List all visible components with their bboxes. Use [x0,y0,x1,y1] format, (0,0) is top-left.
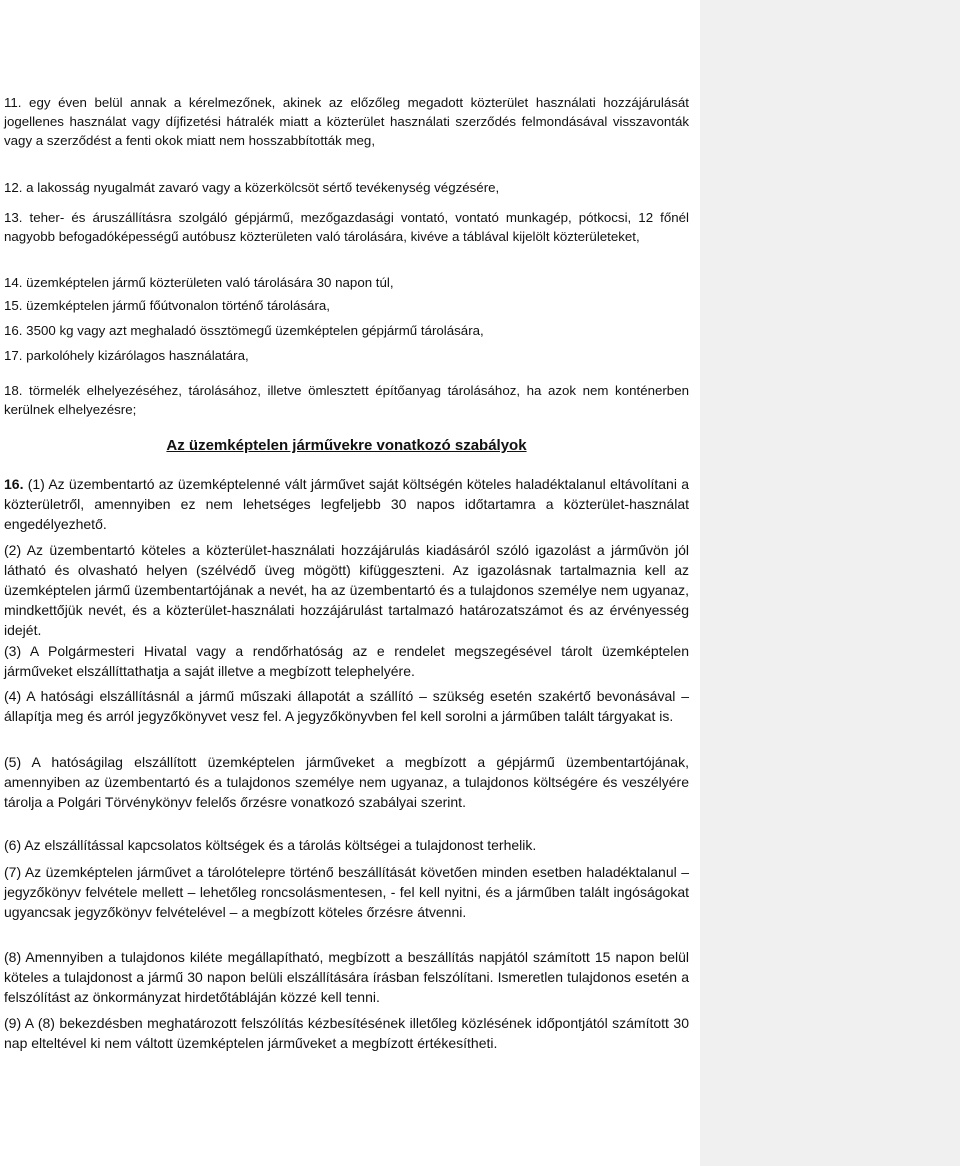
section-number: 16. [4,476,24,492]
paragraph-9: (9) A (8) bekezdésben meghatározott felszólítás kézbesítésének illetőleg közlésének időpontjától számított 30 nap elteltével ki nem váltott üzemképtelen járműveket a megbízott értékesítheti. [4,1015,689,1051]
list-item-18: 18. törmelék elhelyezéséhez, tárolásához, illetve ömlesztett építőanyag tárolásához, ha azok nem konténerben kerülnek elhelyezésre; [4,383,689,417]
paragraph-4: (4) A hatósági elszállításnál a jármű műszaki állapotát a szállító – szükség esetén szakértő bevonásával – állapítja meg és arról jegyzőkönyvet vesz fel. A jegyzőkönyvben fel kell sorolni a járműben talált tárgyakat is. [4,688,689,724]
paragraph-8: (8) Amennyiben a tulajdonos kiléte megállapítható, megbízott a beszállítás napjától számított 15 napon belül köteles a tulajdonost a jármű 30 napon belüli elszállítására írásban felszólítani. Ismeretlen tulajdonos esetén a felszólítást az önkormányzat hirdetőtábláján közzé kell tenni. [4,949,689,1005]
paragraph-3: (3) A Polgármesteri Hivatal vagy a rendőrhatóság az e rendelet megszegésével tárolt üzemképtelen járműveket elszállíttathatja a saját illetve a megbízott telephelyére. [4,643,689,679]
list-item-15: 15. üzemképtelen jármű főútvonalon történő tárolására, [4,298,330,313]
list-item-13: 13. teher- és áruszállításra szolgáló gépjármű, mezőgazdasági vontató, vontató munkagép, pótkocsi, 12 főnél nagyobb befogadóképességű autóbusz közterületen való tárolására, kivéve a táblával kijelölt közterületeket, [4,210,689,244]
comment-margin-pane [700,0,960,1166]
list-item-11: 11. egy éven belül annak a kérelmezőnek, akinek az előzőleg megadott közterület használati hozzájárulását jogellenes használat vagy díjfizetési hátralék miatt a közterület használati szerződés felmondásával visszavonták vagy a szerződést a fenti okok miatt nem hosszabbították meg, [4,95,689,148]
list-item-16: 16. 3500 kg vagy azt meghaladó össztömegű üzemképtelen gépjármű tárolására, [4,323,484,338]
paragraph-5: (5) A hatóságilag elszállított üzemképtelen járműveket a megbízott a gépjármű üzembentartójának, amennyiben az üzembentartó és a tulajdonos személye nem ugyanaz, a tulajdonos költségére és veszélyére tárolja a Polgári Törvénykönyv felelős őrzésre vonatkozó szabályai szerint. [4,754,689,810]
list-item-12: 12. a lakosság nyugalmát zavaró vagy a közerkölcsöt sértő tevékenység végzésére, [4,180,500,195]
section-heading: Az üzemképtelen járművekre vonatkozó szabályok [166,437,527,454]
list-item-17: 17. parkolóhely kizárólagos használatára, [4,348,249,363]
list-item-14: 14. üzemképtelen jármű közterületen való tárolására 30 napon túl, [4,275,394,290]
paragraph-2: (2) Az üzembentartó köteles a közterület-használati hozzájárulás kiadásáról szóló igazolást a járművön jól látható és olvasható helyen (szélvédő üveg mögött) kifüggeszteni. Az igazolásnak tartalmaznia kell az üzemképtelen jármű üzembentartójának a nevét, ha az üzembentartó és a tulajdonos személye nem ugyanaz, mindkettőjük nevét, és a közterület-használati hozzájárulást tartalmazó határozatszámot és az érvényesség idejét. [4,542,689,638]
paragraph-1 [4,474,689,534]
paragraph-1-text: (1) Az üzembentartó az üzemképtelenné vált járművet saját költségén köteles haladéktalanul eltávolítani a közterületről, amennyiben ez nem lehetséges legfeljebb 30 napos időtartamra a közterület-használat engedélyezhető. [4,476,689,532]
paragraph-6: (6) Az elszállítással kapcsolatos költségek és a tárolás költségei a tulajdonost terhelik. [4,837,537,853]
paragraph-7: (7) Az üzemképtelen járművet a tárolótelepre történő beszállítását követően minden esetben haladéktalanul – jegyzőkönyv felvétele mellett – lehetőleg roncsolásmentesen, - fel kell nyitni, és a járműben talált ingóságokat ugyancsak jegyzőkönyv felvételével – a megbízott köteles őrzésre átvenni. [4,864,689,920]
